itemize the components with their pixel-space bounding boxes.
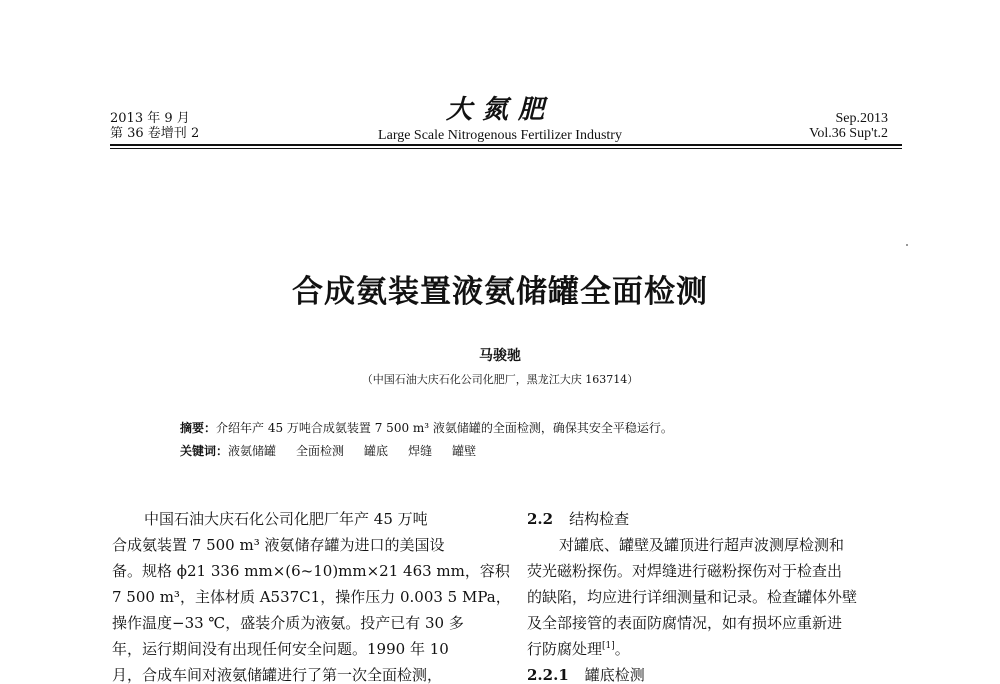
body-line-text: 行防腐处理 <box>527 640 603 658</box>
keywords <box>180 443 496 459</box>
header-date: 2013 年 9 月 <box>110 111 190 126</box>
scan-artifact-dot <box>906 244 908 246</box>
keyword-item: 液氨储罐 <box>228 444 277 458</box>
abstract-label: 摘要： <box>180 421 217 435</box>
body-line: 年，运行期间没有出现任何安全问题。1990 年 10 <box>112 640 449 658</box>
section-title: 结构检查 <box>569 510 630 528</box>
keyword-item: 全面检测 <box>296 444 345 458</box>
abstract <box>180 420 673 436</box>
keywords-label: 关键词： <box>180 444 229 458</box>
keyword-item: 罐壁 <box>452 444 477 458</box>
body-line: 中国石油大庆石化公司化肥厂年产 45 万吨 <box>144 510 428 528</box>
article-affiliation: （中国石油大庆石化公司化肥厂，黑龙江大庆 163714） <box>361 373 639 386</box>
body-line: 备。规格 ϕ21 336 mm×(6~10)mm×21 463 mm，容积 <box>112 562 510 580</box>
body-line: 荧光磁粉探伤。对焊缝进行磁粉探伤对于检查出 <box>527 562 843 580</box>
body-right-column <box>527 506 917 684</box>
header-date-en: Sep.2013 <box>835 111 888 126</box>
keyword-item: 焊缝 <box>408 444 433 458</box>
body-line: 7 500 m³，主体材质 A537C1，操作压力 0.003 5 MPa， <box>112 588 511 606</box>
subsection-number: 2.2.1 <box>527 666 569 684</box>
body-line: 及全部接管的表面防腐情况，如有损坏应重新进 <box>527 614 843 632</box>
citation-ref: [1] <box>602 641 615 651</box>
header-volume: 第 36 卷增刊 2 <box>110 126 200 141</box>
header-rule-thick <box>110 144 902 146</box>
keyword-item: 罐底 <box>364 444 389 458</box>
line-end-punct: 。 <box>614 640 630 658</box>
article-author: 马骏驰 <box>479 348 521 364</box>
journal-name-en: Large Scale Nitrogenous Fertilizer Industry <box>378 128 622 143</box>
body-line: 操作温度−33 ℃，盛装介质为液氨。投产已有 30 多 <box>112 614 464 632</box>
subsection-title: 罐底检测 <box>584 666 645 684</box>
article-title: 合成氨装置液氨储罐全面检测 <box>292 274 708 310</box>
body-line: 合成氨装置 7 500 m³ 液氨储存罐为进口的美国设 <box>112 536 445 554</box>
subsection-heading <box>527 662 917 684</box>
section-heading <box>527 506 917 532</box>
body-line: 的缺陷，均应进行详细测量和记录。检查罐体外壁 <box>527 588 858 606</box>
journal-logo-cn: 大氮肥 <box>445 95 554 125</box>
body-line-with-citation <box>527 636 917 662</box>
body-line: 月，合成车间对液氨储罐进行了第一次全面检测， <box>112 666 443 684</box>
abstract-text: 介绍年产 45 万吨合成氨装置 7 500 m³ 液氨储罐的全面检测，确保其安全平稳运行。 <box>216 421 673 435</box>
header-rule-thin <box>110 148 902 149</box>
header-volume-en: Vol.36 Sup't.2 <box>809 126 888 141</box>
body-left-column <box>112 506 511 684</box>
header-date-volume-en <box>809 111 888 141</box>
body-line: 对罐底、罐壁及罐顶进行超声波测厚检测和 <box>559 536 845 554</box>
section-number: 2.2 <box>527 510 554 528</box>
